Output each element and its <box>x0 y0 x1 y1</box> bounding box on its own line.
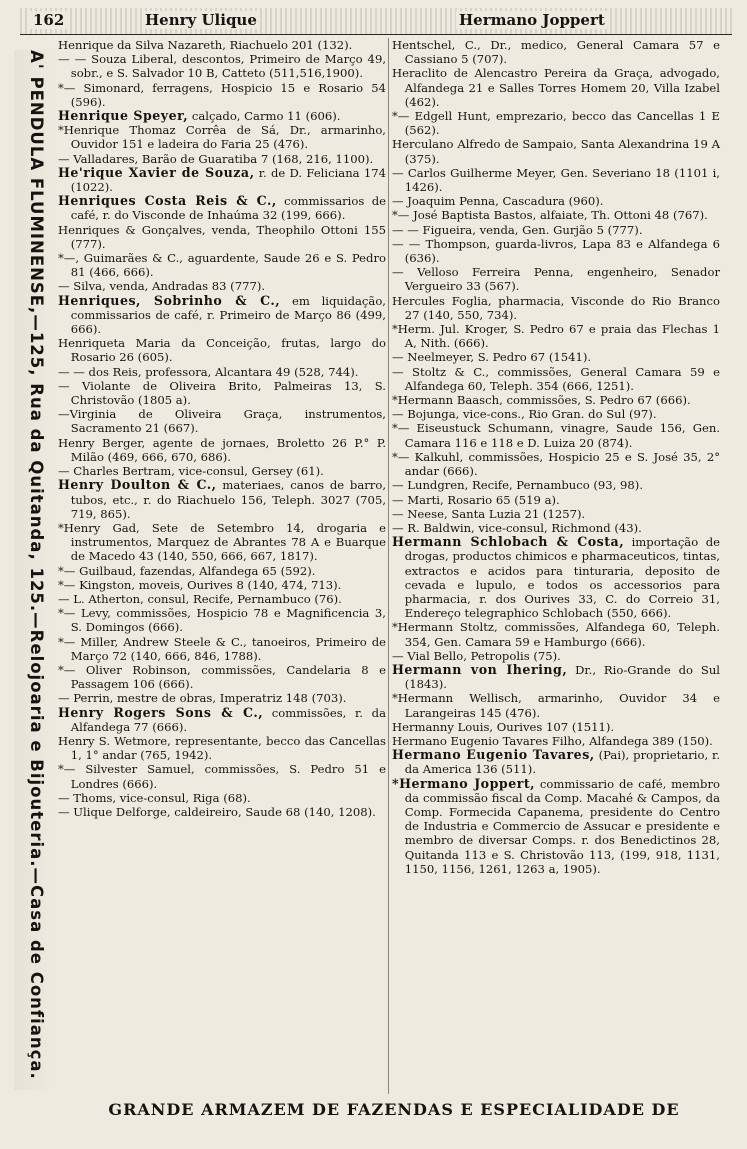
directory-entry <box>58 81 386 109</box>
entry-text: — Marti, Rosario 65 (519 a). <box>392 492 560 507</box>
directory-entry <box>392 663 720 691</box>
directory-entry <box>392 450 720 478</box>
entry-text: — Thoms, vice-consul, Riga (68). <box>58 790 251 805</box>
entry-text: — Vial Bello, Petropolis (75). <box>392 648 561 663</box>
directory-entry <box>58 564 386 578</box>
directory-entry <box>58 152 386 166</box>
entry-text: calçado, Carmo 11 (606). <box>188 109 341 124</box>
firm-name: Hermano Eugenio Tavares, <box>392 747 595 763</box>
entry-text: *Hermann Baasch, commissões, S. Pedro 67 (666). <box>392 393 691 408</box>
entry-text: *— Miller, Andrew Steele & C., tanoeiros, Primeiro de Março 72 (140, 666, 846, 1788). <box>58 634 386 663</box>
directory-entry <box>392 66 720 109</box>
entry-text: *— José Baptista Bastos, alfaiate, Th. Ottoni 48 (767). <box>392 208 708 223</box>
entry-text: — Neese, Santa Luzia 21 (1257). <box>392 506 586 521</box>
directory-entry <box>392 350 720 364</box>
entry-text: — Valladares, Barão de Guaratiba 7 (168, 216, 1100). <box>58 151 374 166</box>
directory-entry <box>392 137 720 165</box>
directory-entry <box>58 251 386 279</box>
directory-entry <box>392 208 720 222</box>
directory-entry <box>58 407 386 435</box>
directory-entry <box>392 777 720 876</box>
page-footer: GRANDE ARMAZEM DE FAZENDAS E ESPECIALIDADE DE <box>108 1100 680 1119</box>
firm-name: He'rique Xavier de Souza, <box>58 164 255 180</box>
entry-text: *Hermann Wellisch, armarinho, Ouvidor 34 e Larangeiras 145 (476). <box>392 691 720 720</box>
entry-text: Hentschel, C., Dr., medico, General Camara 57 e Cassiano 5 (707). <box>392 38 720 67</box>
directory-entry <box>392 166 720 194</box>
directory-entry <box>58 521 386 564</box>
entry-text: *Hermann Stoltz, commissões, Alfandega 60, Teleph. 354, Gen. Camara 59 e Hamburgo (666). <box>392 620 720 649</box>
directory-entry <box>58 166 386 194</box>
entry-text: *— Kalkuhl, commissões, Hospicio 25 e S. José 35, 2° andar (666). <box>392 449 720 479</box>
directory-entry <box>58 635 386 663</box>
directory-entry <box>58 436 386 464</box>
entry-text: Hermanny Louis, Ourives 107 (1511). <box>392 719 615 734</box>
directory-entry <box>58 52 386 80</box>
entry-text: materiaes, canos de barro, tubos, etc., r. do Riachuelo 156, Teleph. 3027 (705, 719, 865). <box>70 478 387 521</box>
directory-entry <box>392 478 720 492</box>
entry-text: — — Thompson, guarda-livros, Lapa 83 e Alfandega 6 (636). <box>392 236 720 266</box>
firm-name: *Hermano Joppert, <box>392 775 536 791</box>
directory-entry <box>58 123 386 151</box>
entry-text: (Pai), proprietario, r. da America 136 (511). <box>404 748 721 777</box>
directory-entry <box>392 734 720 748</box>
directory-entry <box>58 223 386 251</box>
directory-entry <box>58 336 386 364</box>
entry-text: *Henry Gad, Sete de Setembro 14, drogaria e instrumentos, Marquez de Abrantes 78 A e Buarque de Macedo 43 (140, 550, 666, 667, 1817). <box>58 520 386 564</box>
entry-text: — Violante de Oliveira Brito, Palmeiras 13, S. Christovão (1805 a). <box>58 378 386 408</box>
directory-entry <box>392 194 720 208</box>
entry-text: Dr., Rio-Grande do Sul (1843). <box>404 662 720 692</box>
directory-entry <box>58 578 386 592</box>
page-header <box>20 8 732 35</box>
directory-entry <box>392 109 720 137</box>
entry-text: commissarios de café, r. do Visconde de Inhaúma 32 (199, 666). <box>70 194 386 223</box>
directory-entry <box>392 265 720 293</box>
firm-name: Hermann Schlobach & Costa, <box>392 534 625 550</box>
firm-name: Henrique Speyer, <box>58 108 189 124</box>
entry-text: — L. Atherton, consul, Recife, Pernambuco (76). <box>58 591 342 606</box>
entry-text: — Perrin, mestre de obras, Imperatriz 148 (703). <box>58 691 347 706</box>
entry-text: —Virginia de Oliveira Graça, instrumentos, Sacramento 21 (667). <box>58 407 386 436</box>
entry-text: — Velloso Ferreira Penna, engenheiro, Senador Vergueiro 33 (567). <box>392 265 720 294</box>
entry-text: — Bojunga, vice-cons., Rio Gran. do Sul (97). <box>392 407 657 422</box>
entry-text: — — Figueira, venda, Gen. Gurjão 5 (777). <box>392 222 643 237</box>
directory-entry <box>58 791 386 805</box>
directory-entry <box>392 535 720 620</box>
sidebar-advertisement-text: A' PENDULA FLUMINENSE,—125, Rua da Quitanda, 125.—Relojoaria e Bijouteria.—Casa de Confiança. <box>27 50 46 1080</box>
entry-text: — Stoltz & C., commissões, General Camara 59 e Alfandega 60, Teleph. 354 (666, 1251). <box>392 364 720 393</box>
entry-text: — — Souza Liberal, descontos, Primeiro de Março 49, sobr., e S. Salvador 10 B, Catteto (511,516,1900). <box>58 52 386 81</box>
directory-entry <box>392 620 720 648</box>
entry-text: importação de drogas, productos chimicos e pharmaceuticos, tintas, extractos e acidos para tinturaria, deposito de cevada e lupulo, e todos os accessorios para pharmacia, r. dos Ourives 33, C. do Correio 31, Endereço telegraphico Schlobach (550, 666). <box>404 535 720 621</box>
entry-text: *Henrique Thomaz Corrêa de Sá, Dr., armarinho, Ouvidor 151 e ladeira do Faria 25 (476). <box>58 123 386 152</box>
firm-name: Henry Rogers Sons & C., <box>58 704 264 720</box>
entry-text: Henry S. Wetmore, representante, becco das Cancellas 1, 1° andar (765, 1942). <box>58 733 386 763</box>
directory-entry <box>58 294 386 337</box>
directory-entry <box>58 592 386 606</box>
firm-name: Hermann von Ihering, <box>392 661 568 677</box>
directory-entry <box>58 109 386 123</box>
firm-name: Henry Doulton & C., <box>58 477 217 493</box>
directory-entry <box>58 478 386 521</box>
entry-text: — Neelmeyer, S. Pedro 67 (1541). <box>392 350 592 365</box>
entry-text: — Joaquim Penna, Cascadura (960). <box>392 194 604 209</box>
entry-text: — R. Baldwin, vice-consul, Richmond (43). <box>392 520 642 535</box>
directory-entry <box>392 691 720 719</box>
entry-text: commissario de café, membro da commissão fiscal da Comp. Macahé & Campos, da Comp. Formecida Capanema, presidente do Centro de Industria e Commercio de Assucar e presidente e membro de diversar Comps. r. dos Benedictinos 28, Quitanda 113 e S. Christovão 113, (199, 918, 1131, 1150, 1156, 1261, 1263 a, 1905). <box>404 776 720 876</box>
directory-entry <box>58 379 386 407</box>
firm-name: Henriques, Sobrinho & C., <box>58 292 281 308</box>
directory-entry <box>58 663 386 691</box>
directory-entry <box>58 734 386 762</box>
directory-entry <box>392 748 720 776</box>
entry-text: *—, Guimarães & C., aguardente, Saude 26 e S. Pedro 81 (466, 666). <box>58 251 386 280</box>
entry-text: *— Simonard, ferragens, Hospicio 15 e Rosario 54 (596). <box>58 80 386 109</box>
entry-text: Henrique da Silva Nazareth, Riachuelo 201 (132). <box>58 38 353 52</box>
entry-text: Heraclito de Alencastro Pereira da Graça, advogado, Alfandega 21 e Salles Torres Homem 20, Villa Izabel (462). <box>392 66 720 109</box>
entry-text: — Silva, venda, Andradas 83 (777). <box>58 279 266 294</box>
directory-entry <box>392 521 720 535</box>
entry-text: *— Levy, commissões, Hospicio 78 e Magnificencia 3, S. Domingos (666). <box>58 606 386 635</box>
directory-entry <box>392 365 720 393</box>
page-number: 162 <box>30 11 67 29</box>
entry-text: Henriques & Gonçalves, venda, Theophilo Ottoni 155 (777). <box>58 222 386 251</box>
header-right-title: Hermano Joppert <box>456 11 608 29</box>
entry-text: em liquidação, commissarios de café, r. Primeiro de Março 86 (499, 666). <box>70 293 386 337</box>
directory-entry <box>58 464 386 478</box>
sidebar-advertisement <box>14 50 54 1090</box>
directory-entry <box>392 407 720 421</box>
directory-entry <box>58 365 386 379</box>
directory-entry <box>58 606 386 634</box>
directory-entry <box>58 805 386 819</box>
directory-entry <box>392 223 720 237</box>
entry-text: Henriqueta Maria da Conceição, frutas, largo do Rosario 26 (605). <box>58 336 386 365</box>
directory-entry <box>58 194 386 222</box>
entry-text: Hercules Foglia, pharmacia, Visconde do Rio Branco 27 (140, 550, 734). <box>392 293 720 322</box>
directory-entry <box>392 649 720 663</box>
entry-text: — — dos Reis, professora, Alcantara 49 (528, 744). <box>58 364 359 379</box>
directory-entry <box>392 393 720 407</box>
entry-text: — Carlos Guilherme Meyer, Gen. Severiano 18 (1101 i, 1426). <box>392 165 720 195</box>
left-column <box>58 38 386 819</box>
directory-entry <box>58 706 386 734</box>
entry-text: *Herm. Jul. Kroger, S. Pedro 67 e praia das Flechas 1 A, Nith. (666). <box>392 322 720 351</box>
right-column <box>392 38 720 876</box>
entry-text: Hermano Eugenio Tavares Filho, Alfandega 389 (150). <box>392 733 713 748</box>
entry-text: commissões, r. da Alfandega 77 (666). <box>70 705 386 734</box>
entry-text: *— Eiseustuck Schumann, vinagre, Saude 156, Gen. Camara 116 e 118 e D. Luiza 20 (874). <box>392 421 720 450</box>
directory-entry <box>392 421 720 449</box>
entry-text: — Lundgren, Recife, Pernambuco (93, 98). <box>392 478 644 493</box>
firm-name: Henriques Costa Reis & C., <box>58 193 277 209</box>
entry-text: *— Edgell Hunt, emprezario, becco das Cancellas 1 E (562). <box>392 109 720 138</box>
entry-text: — Charles Bertram, vice-consul, Gersey (61). <box>58 464 324 479</box>
entry-text: — Ulique Delforge, caldeireiro, Saude 68 (140, 1208). <box>58 804 376 819</box>
directory-entry <box>392 38 720 66</box>
column-divider <box>388 38 389 1094</box>
header-left-title: Henry Ulique <box>142 11 260 29</box>
entry-text: Henry Berger, agente de jornaes, Broletto 26 P.° P. Milão (469, 666, 670, 686). <box>58 435 386 464</box>
entry-text: Herculano Alfredo de Sampaio, Santa Alexandrina 19 A (375). <box>392 137 720 166</box>
directory-entry <box>58 38 386 52</box>
directory-entry <box>58 691 386 705</box>
entry-text: r. de D. Feliciana 174 (1022). <box>70 165 386 195</box>
directory-entry <box>392 322 720 350</box>
entry-text: *— Silvester Samuel, commissões, S. Pedro 51 e Londres (666). <box>58 762 386 791</box>
entry-text: *— Oliver Robinson, commissões, Candelaria 8 e Passagem 106 (666). <box>58 662 386 692</box>
directory-entry <box>392 294 720 322</box>
entry-text: *— Guilbaud, fazendas, Alfandega 65 (592). <box>58 563 316 578</box>
directory-entry <box>392 493 720 507</box>
directory-entry <box>58 279 386 293</box>
entry-text: *— Kingston, moveis, Ourives 8 (140, 474, 713). <box>58 577 342 592</box>
directory-entry <box>392 507 720 521</box>
directory-entry <box>58 762 386 790</box>
directory-entry <box>392 720 720 734</box>
directory-entry <box>392 237 720 265</box>
